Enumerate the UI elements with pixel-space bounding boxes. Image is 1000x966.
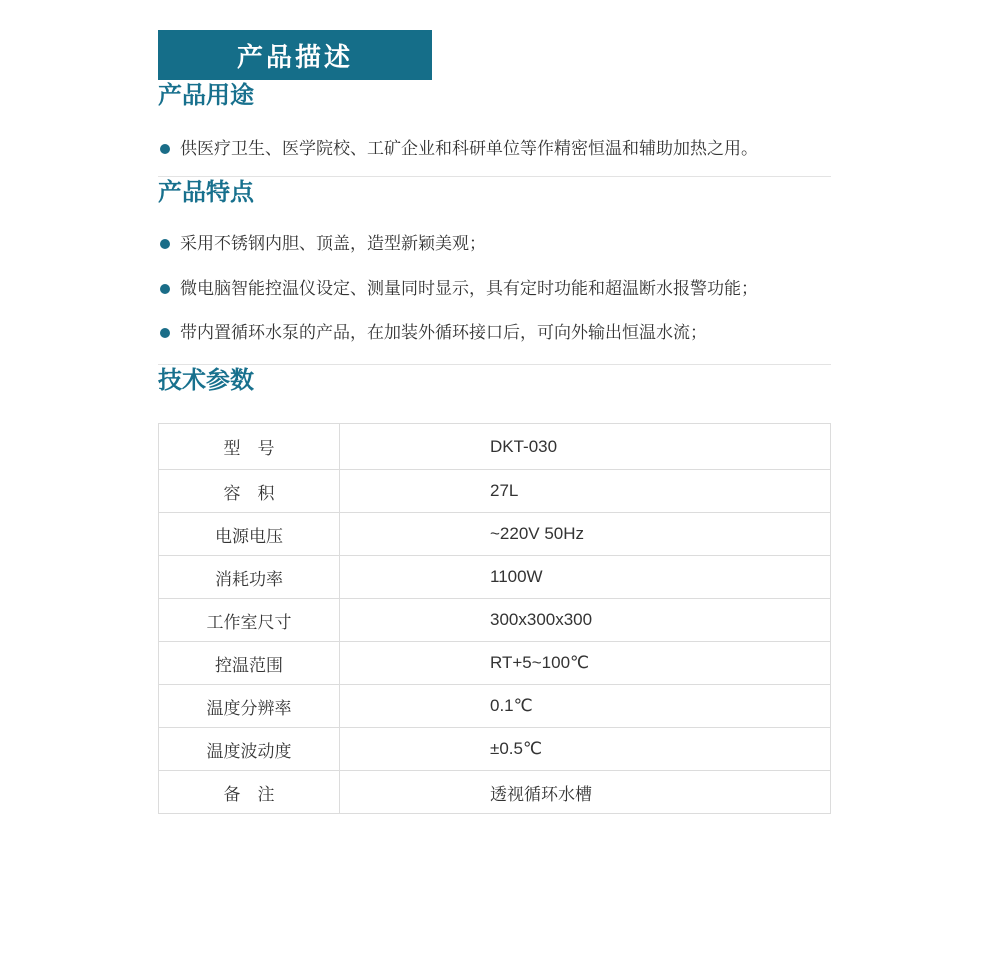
features-list-item [158,231,831,257]
section-usage [158,80,831,177]
section-features [158,177,831,365]
spec-value: ±0.5℃ [340,728,831,771]
features-bullet-text: 采用不锈钢内胆、顶盖，造型新颖美观； [180,234,486,253]
bullet-dot-icon [160,328,170,338]
content-column [0,30,831,814]
spec-label: 工作室尺寸 [159,599,340,642]
spec-value: 27L [340,470,831,513]
features-heading: 产品特点 [158,179,254,206]
spec-label: 备 注 [159,771,340,814]
table-row [159,728,831,771]
spec-value: 0.1℃ [340,685,831,728]
spec-value: ~220V 50Hz [340,513,831,556]
spec-value: RT+5~100℃ [340,642,831,685]
bullet-dot-icon [160,284,170,294]
spec-value: DKT-030 [340,424,831,470]
bullet-dot-icon [160,144,170,154]
product-description-banner [158,30,432,80]
features-list-item [158,320,831,346]
spec-value: 透视循环水槽 [340,771,831,814]
table-row [159,470,831,513]
spec-label: 温度波动度 [159,728,340,771]
spec-label: 消耗功率 [159,556,340,599]
table-row [159,424,831,470]
section-specs [158,365,831,814]
specs-heading: 技术参数 [158,367,254,394]
features-bullet-text: 带内置循环水泵的产品，在加装外循环接口后，可向外输出恒温水流； [180,323,707,342]
specs-table [158,423,831,814]
spec-label: 电源电压 [159,513,340,556]
usage-bullet-text: 供医疗卫生、医学院校、工矿企业和科研单位等作精密恒温和辅助加热之用。 [180,139,758,158]
table-row [159,513,831,556]
spec-label: 温度分辨率 [159,685,340,728]
spec-value: 1100W [340,556,831,599]
bullet-dot-icon [160,239,170,249]
banner-title: 产品描述 [236,41,353,72]
table-row [159,642,831,685]
spec-label: 型 号 [159,424,340,470]
table-row [159,556,831,599]
features-list-item [158,276,831,302]
usage-heading: 产品用途 [158,82,254,109]
spec-label: 容 积 [159,470,340,513]
table-row [159,771,831,814]
features-bullet-text: 微电脑智能控温仪设定、测量同时显示，具有定时功能和超温断水报警功能； [180,279,758,298]
table-row [159,599,831,642]
table-row [159,685,831,728]
usage-list-item [158,136,831,162]
spec-label: 控温范围 [159,642,340,685]
spec-value: 300x300x300 [340,599,831,642]
